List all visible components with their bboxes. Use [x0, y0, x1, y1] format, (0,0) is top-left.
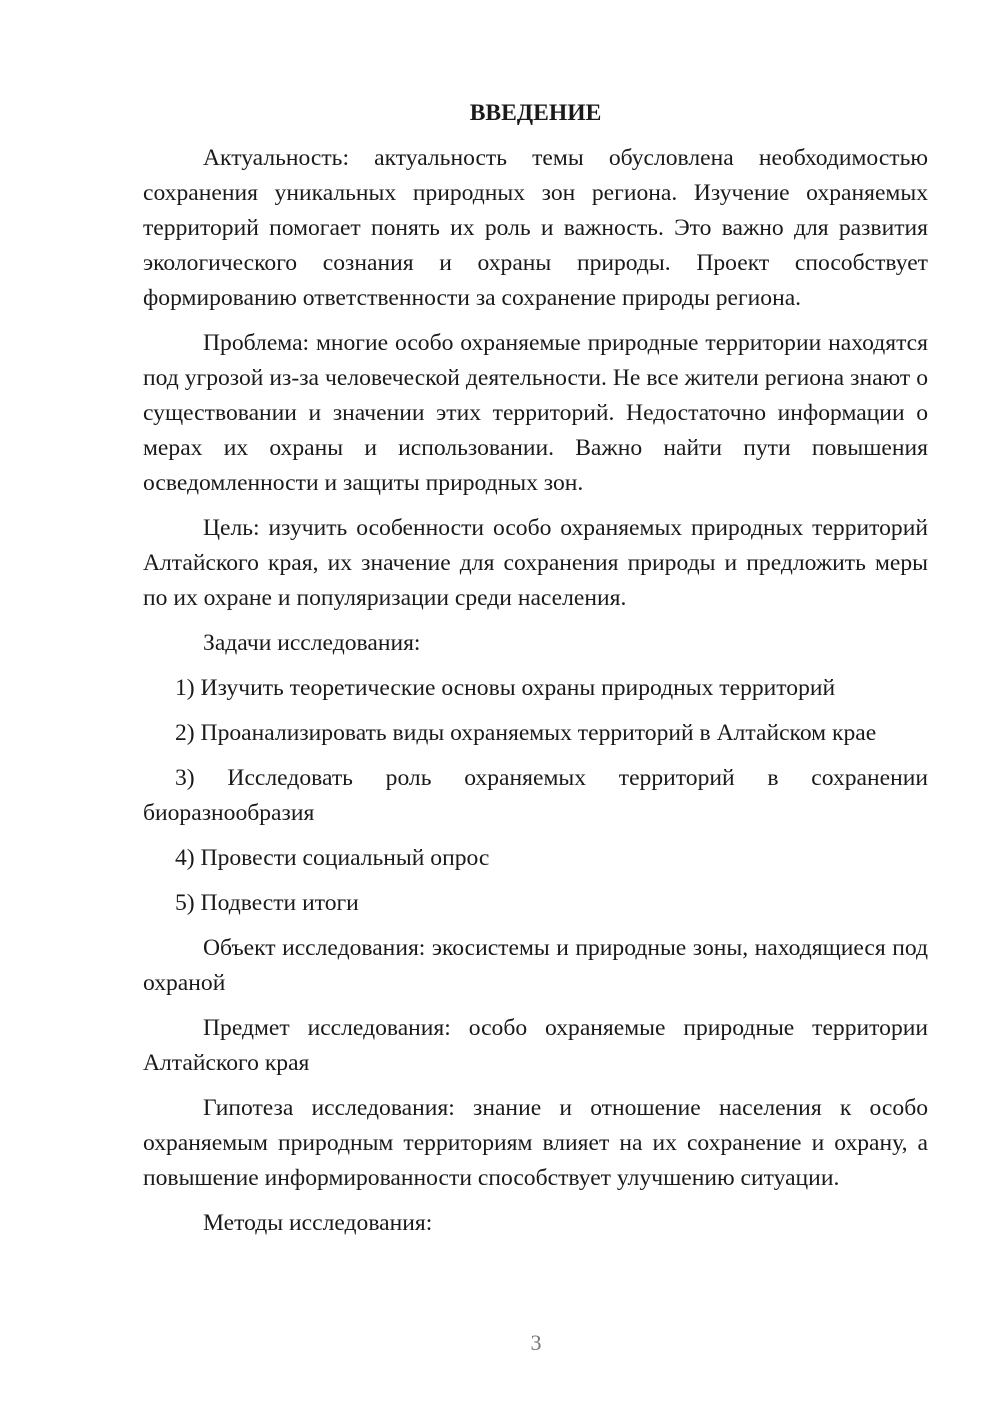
goal-paragraph: Цель: изучить особенности особо охраняемых природных территорий Алтайского края, их значение для сохранения природы и предложить меры по их охране и популяризации среди населения. — [143, 515, 928, 611]
task-item: 3) Исследовать роль охраняемых территорий в сохранении биоразнообразия — [143, 765, 928, 826]
object-paragraph: Объект исследования: экосистемы и природные зоны, находящиеся под охраной — [143, 935, 928, 996]
section-heading: ВВЕДЕНИЕ — [469, 100, 602, 126]
subject-paragraph: Предмет исследования: особо охраняемые природные территории Алтайского края — [143, 1015, 928, 1076]
problem-paragraph: Проблема: многие особо охраняемые природные территории находятся под угрозой из-за человеческой деятельности. Не все жители региона знают о существовании и значении этих территорий. Недостаточно информации о мерах их охраны и использовании. Важно найти пути повышения осведомленности и защиты природных зон. — [143, 330, 928, 496]
tasks-title: Задачи исследования: — [203, 630, 421, 656]
relevance-paragraph: Актуальность: актуальность темы обусловлена необходимостью сохранения уникальных природных зон региона. Изучение охраняемых территорий помогает понять их роль и важность. Это важно для развития экологического сознания и охраны природы. Проект способствует формированию ответственности за сохранение природы региона. — [143, 145, 928, 311]
task-item: 5) Подвести итоги — [175, 890, 359, 916]
page-number: 3 — [530, 1330, 542, 1355]
methods-title: Методы исследования: — [203, 1210, 433, 1236]
task-item: 2) Проанализировать виды охраняемых территорий в Алтайском крае — [175, 720, 877, 746]
hypothesis-paragraph: Гипотеза исследования: знание и отношение населения к особо охраняемым природным территориям влияет на их сохранение и охрану, а повышение информированности способствует улучшению ситуации. — [143, 1095, 928, 1191]
task-item: 4) Провести социальный опрос — [175, 845, 490, 871]
page-content — [143, 96, 928, 1251]
task-item: 1) Изучить теоретические основы охраны природных территорий — [175, 675, 836, 701]
